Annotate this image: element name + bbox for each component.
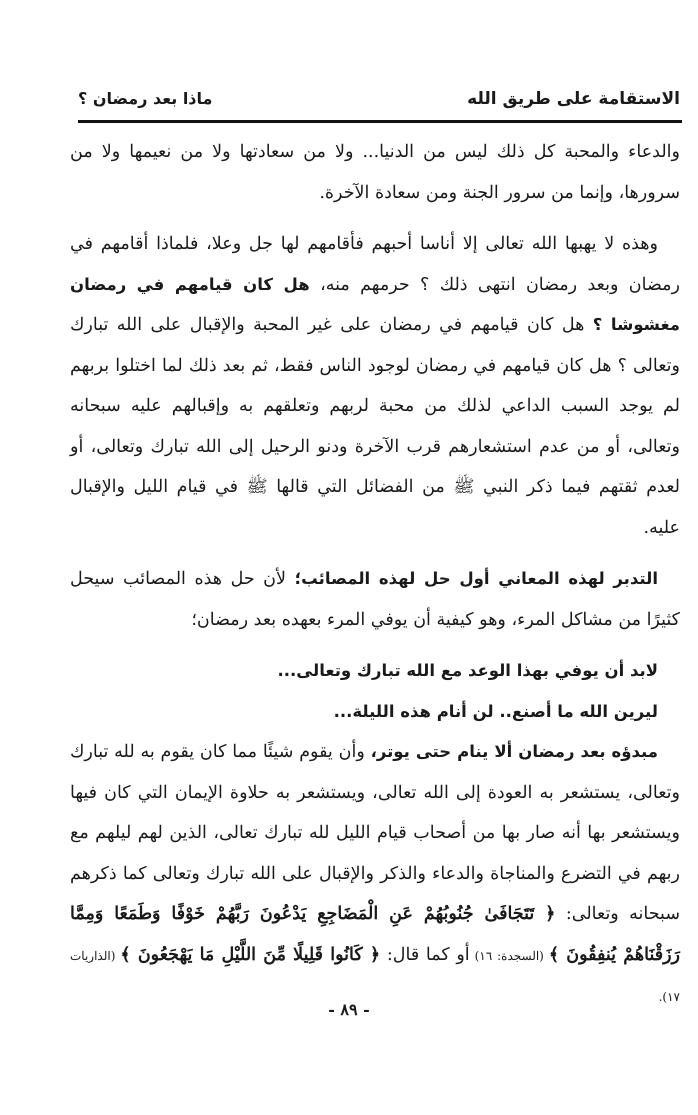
header-divider [78, 120, 682, 123]
quran-verse-sajdah: ﴿ تَتَجَافَىٰ جُنُوبُهُمْ عَنِ الْمَضَاجِعِ يَدْعُونَ رَبَّهُمْ خَوْفًا وَطَمَعًا وَمِمَّا رَزَقْنَاهُمْ يُنفِقُونَ ﴾ [70, 904, 681, 965]
chapter-title: ماذا بعد رمضان ؟ [78, 89, 213, 108]
page-number: - ٨٩ - [328, 1000, 370, 1019]
verse-reference-dhariyat: (الذاريات ١٧). [70, 948, 680, 1004]
paragraph-questions: وهذه لا يهبها الله تعالى إلا أناسا أحبهم فأقامهم لها جل وعلا، فلماذا أقامهم في رمضان وبعد رمضان انتهى ذلك ؟ حرمهم منه، هل كان قيامهم في رمضان مغشوشا ؟ هل كان قيامهم في رمضان على غير المحبة والإقبال على الله تبارك وتعالى ؟ هل كان قيامهم في رمضان لوجود الناس فقط، ثم بعد ذلك لما اختلوا بربهم لم يوجد السبب الداعي لذلك من محبة لربهم وتعلقهم به وإقبالهم عليه سبحانه وتعالى، أو من عدم استشعارهم قرب الآخرة ودنو الرحيل إلى الله تبارك وتعالى، أو لعدم ثقتهم فيما ذكر النبي ﷺ من الفضائل التي قالها ﷺ في قيام الليل والإقبال عليه. [70, 234, 680, 538]
quran-verse-dhariyat: ﴿ كَانُوا قَلِيلًا مِّنَ اللَّيْلِ مَا يَهْجَعُونَ ﴾ [120, 944, 381, 965]
paragraph-continuation: والدعاء والمحبة كل ذلك ليس من الدنيا... ولا من سعادتها ولا من نعيمها ولا من سرورها، وإنما من سرور الجنة ومن سعادة الآخرة. [70, 142, 680, 203]
bold-heading-witr: مبدؤه بعد رمضان ألا ينام حتى يوتر، [370, 742, 658, 761]
paragraph-witr: مبدؤه بعد رمضان ألا ينام حتى يوتر، وأن يقوم شيئًا مما كان يقوم به لله تبارك وتعالى، يستشعر به العودة إلى الله تعالى، ويستشعر به حلاوة الإيمان التي كان فيها ويستشعر بها أنه صار بها من أصحاب قيام الليل لله تبارك تعالى، الذين لهم ليلهم مع ربهم في التضرع والمناجاة والدعاء والذكر والإقبال على الله تبارك وتعالى كما ذكرهم سبحانه وتعالى: ﴿ تَتَجَافَىٰ جُنُوبُهُمْ عَنِ الْمَضَاجِعِ يَدْعُونَ رَبَّهُمْ خَوْفًا وَطَمَعًا وَمِمَّا رَزَقْنَاهُمْ يُنفِقُونَ ﴾ (السجدة: ١٦) أو كما قال: ﴿ كَانُوا قَلِيلًا مِّنَ اللَّيْلِ مَا يَهْجَعُونَ ﴾ (الذاريات ١٧). [70, 742, 681, 1004]
emphasis-line-tonight: ليرين الله ما أصنع.. لن أنام هذه الليلة... [333, 701, 658, 721]
page-body [70, 132, 680, 1018]
book-title: الاستقامة على طريق الله [467, 89, 680, 109]
paragraph-reflection: التدبر لهذه المعاني أول حل لهذه المصائب؛ لأن حل هذه المصائب سيحل كثيرًا من مشاكل المرء، وهو كيفية أن يوفي المرء بعهده بعد رمضان؛ [70, 569, 680, 630]
bold-heading-reflection: التدبر لهذه المعاني أول حل لهذه المصائب؛ [294, 569, 658, 588]
running-header [78, 84, 680, 118]
bold-question: هل كان قيامهم في رمضان مغشوشا ؟ [70, 274, 680, 334]
emphasis-line-promise: لابد أن يوفي بهذا الوعد مع الله تبارك وتعالى... [277, 661, 658, 680]
verse-reference-sajdah: (السجدة: ١٦) [469, 948, 549, 963]
